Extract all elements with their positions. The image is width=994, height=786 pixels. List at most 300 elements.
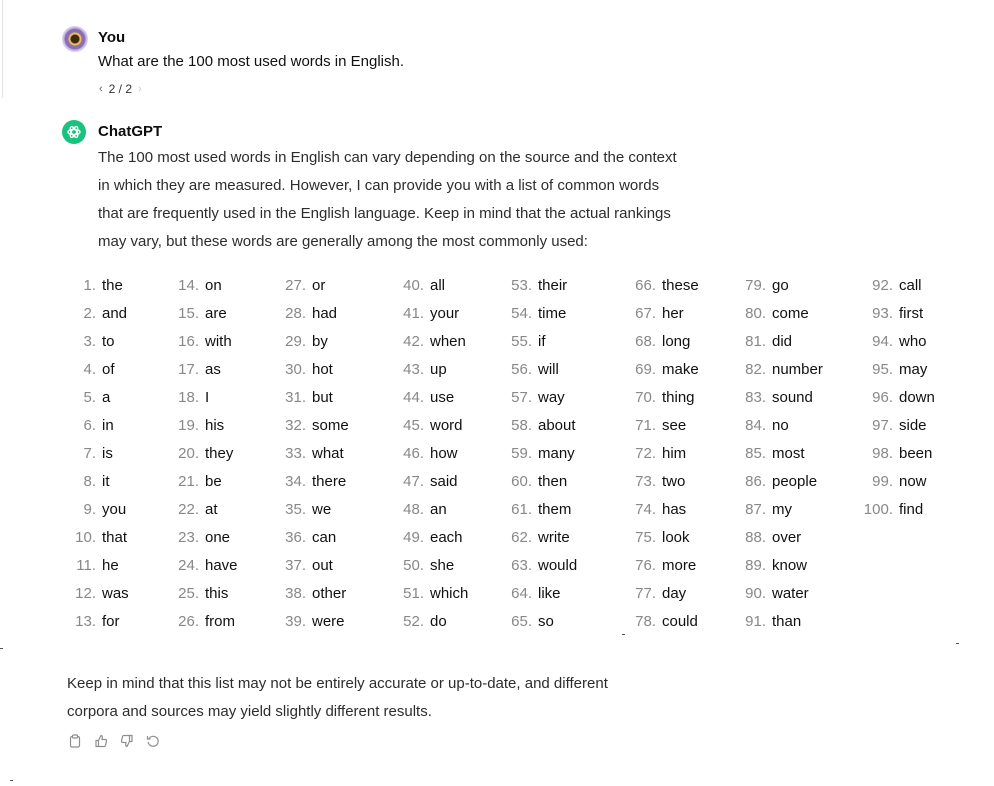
list-item-word: the — [102, 277, 123, 294]
user-message: What are the 100 most used words in English. — [98, 53, 404, 70]
list-item — [730, 440, 823, 468]
list-item — [390, 328, 468, 356]
list-item — [498, 496, 577, 524]
list-item-word: his — [205, 417, 225, 434]
list-item — [498, 328, 577, 356]
list-item — [498, 524, 577, 552]
list-item — [620, 300, 699, 328]
list-item-word: by — [312, 333, 328, 350]
assistant-name: ChatGPT — [98, 123, 163, 140]
list-item-word: these — [662, 277, 699, 294]
list-item — [163, 552, 238, 580]
stray-mark — [956, 643, 959, 644]
list-item — [498, 552, 577, 580]
list-item — [620, 384, 699, 412]
word-column — [620, 272, 699, 636]
list-item — [620, 524, 699, 552]
list-item-number: 13. — [75, 613, 96, 630]
list-item-word: use — [430, 389, 455, 406]
list-item-word: know — [772, 557, 808, 574]
list-item — [72, 440, 129, 468]
list-item — [498, 356, 577, 384]
list-item-word: sound — [772, 389, 813, 406]
list-item-word: may — [899, 361, 928, 378]
chevron-left-icon[interactable]: ‹ — [99, 83, 103, 95]
list-item-word: on — [205, 277, 222, 294]
list-item-number: 42. — [403, 333, 424, 350]
list-item-word: hot — [312, 361, 333, 378]
intro-line: The 100 most used words in English can vary depending on the source and the context — [98, 149, 677, 166]
list-item-word: long — [662, 333, 691, 350]
list-item — [498, 440, 577, 468]
list-item-number: 93. — [872, 305, 893, 322]
list-item-word: do — [430, 613, 447, 630]
list-item — [72, 580, 129, 608]
list-item-number: 22. — [178, 501, 199, 518]
list-item — [272, 524, 349, 552]
stray-mark — [10, 780, 13, 781]
list-item-word: was — [102, 585, 129, 602]
list-item — [853, 328, 935, 356]
list-item-number: 37. — [285, 557, 306, 574]
list-item-number: 12. — [75, 585, 96, 602]
list-item-number: 15. — [178, 305, 199, 322]
list-item — [72, 272, 129, 300]
list-item-number: 9. — [83, 501, 96, 518]
list-item — [72, 300, 129, 328]
list-item-word: more — [662, 557, 697, 574]
list-item-word: some — [312, 417, 349, 434]
list-item-word: number — [772, 361, 823, 378]
list-item-number: 77. — [635, 585, 656, 602]
list-item-number: 40. — [403, 277, 424, 294]
list-item-word: he — [102, 557, 119, 574]
list-item — [620, 552, 699, 580]
list-item-number: 67. — [635, 305, 656, 322]
list-item — [620, 356, 699, 384]
list-item-number: 57. — [511, 389, 532, 406]
list-item-number: 98. — [872, 445, 893, 462]
list-item-number: 49. — [403, 529, 424, 546]
list-item-word: they — [205, 445, 234, 462]
list-item-number: 65. — [511, 613, 532, 630]
list-item-word: I — [205, 389, 210, 406]
list-item-word: up — [430, 361, 447, 378]
list-item-word: when — [430, 333, 466, 350]
list-item — [163, 496, 238, 524]
list-item-number: 51. — [403, 585, 424, 602]
list-item-word: first — [899, 305, 924, 322]
list-item — [272, 440, 349, 468]
list-item — [390, 440, 468, 468]
list-item-word: come — [772, 305, 809, 322]
list-item-word: way — [538, 389, 565, 406]
list-item-number: 47. — [403, 473, 424, 490]
list-item — [390, 608, 468, 636]
list-item-word: other — [312, 585, 347, 602]
list-item-number: 89. — [745, 557, 766, 574]
list-item-number: 75. — [635, 529, 656, 546]
list-item — [163, 608, 238, 636]
list-item — [853, 356, 935, 384]
list-item — [390, 384, 468, 412]
list-item — [272, 608, 349, 636]
word-column — [163, 272, 238, 636]
list-item — [853, 384, 935, 412]
list-item-word: for — [102, 613, 120, 630]
list-item-word: we — [312, 501, 332, 518]
list-item-word: like — [538, 585, 561, 602]
list-item-word: your — [430, 305, 460, 322]
list-item-word: are — [205, 305, 227, 322]
list-item — [72, 356, 129, 384]
list-item-word: no — [772, 417, 789, 434]
word-column — [498, 272, 577, 636]
regenerate-icon[interactable] — [145, 733, 161, 749]
list-item — [730, 468, 823, 496]
list-item-word: and — [102, 305, 128, 322]
pager-count: 2 / 2 — [108, 82, 133, 96]
list-item-number: 39. — [285, 613, 306, 630]
list-item — [620, 440, 699, 468]
list-item-word: or — [312, 277, 326, 294]
list-item-word: down — [899, 389, 935, 406]
list-item-number: 48. — [403, 501, 424, 518]
list-item-number: 88. — [745, 529, 766, 546]
list-item-word: you — [102, 501, 127, 518]
list-item-word: it — [102, 473, 110, 490]
list-item-word: then — [538, 473, 568, 490]
list-item — [163, 272, 238, 300]
list-item-number: 62. — [511, 529, 532, 546]
list-item-word: if — [538, 333, 546, 350]
list-item-number: 95. — [872, 361, 893, 378]
list-item — [390, 300, 468, 328]
list-item-word: side — [899, 417, 927, 434]
list-item-number: 19. — [178, 417, 199, 434]
list-item — [730, 356, 823, 384]
list-item-number: 85. — [745, 445, 766, 462]
list-item — [853, 412, 935, 440]
list-item-number: 7. — [83, 445, 96, 462]
list-item-number: 5. — [83, 389, 96, 406]
list-item-word: this — [205, 585, 229, 602]
stray-mark — [622, 634, 625, 635]
list-item-number: 64. — [511, 585, 532, 602]
list-item — [730, 300, 823, 328]
list-item — [498, 300, 577, 328]
list-item-word: so — [538, 613, 554, 630]
list-item-number: 74. — [635, 501, 656, 518]
list-item — [730, 412, 823, 440]
list-item-word: write — [538, 529, 570, 546]
list-item-number: 44. — [403, 389, 424, 406]
list-item — [498, 608, 577, 636]
list-item-word: what — [312, 445, 344, 462]
list-item-number: 100. — [863, 501, 893, 518]
list-item — [620, 496, 699, 524]
list-item-word: word — [430, 417, 463, 434]
list-item-word: her — [662, 305, 684, 322]
list-item-number: 80. — [745, 305, 766, 322]
list-item-number: 58. — [511, 417, 532, 434]
intro-line: that are frequently used in the English language. Keep in mind that the actual rankings — [98, 205, 671, 222]
list-item-word: time — [538, 305, 567, 322]
thumbs-down-icon[interactable] — [119, 733, 135, 749]
list-item — [498, 412, 577, 440]
list-item-number: 90. — [745, 585, 766, 602]
list-item-word: their — [538, 277, 568, 294]
list-item-number: 23. — [178, 529, 199, 546]
list-item-number: 14. — [178, 277, 199, 294]
list-item-word: said — [430, 473, 458, 490]
list-item-word: one — [205, 529, 231, 546]
list-item-word: over — [772, 529, 802, 546]
list-item-number: 91. — [745, 613, 766, 630]
list-item-number: 70. — [635, 389, 656, 406]
list-item-number: 94. — [872, 333, 893, 350]
list-item — [730, 524, 823, 552]
list-item-number: 52. — [403, 613, 424, 630]
list-item-word: each — [430, 529, 463, 546]
list-item-number: 1. — [83, 277, 96, 294]
list-item-number: 96. — [872, 389, 893, 406]
chevron-right-icon[interactable]: › — [138, 83, 142, 95]
list-item-number: 10. — [75, 529, 96, 546]
list-item-word: to — [102, 333, 115, 350]
list-item-word: day — [662, 585, 687, 602]
list-item-number: 24. — [178, 557, 199, 574]
list-item-word: go — [772, 277, 789, 294]
list-item — [620, 580, 699, 608]
list-item-word: all — [430, 277, 446, 294]
list-item-number: 38. — [285, 585, 306, 602]
list-item-word: see — [662, 417, 687, 434]
list-item — [390, 356, 468, 384]
list-item-word: thing — [662, 389, 695, 406]
list-item-word: been — [899, 445, 933, 462]
list-item-word: but — [312, 389, 333, 406]
list-item-word: how — [430, 445, 458, 462]
list-item-number: 63. — [511, 557, 532, 574]
message-actions — [67, 733, 161, 749]
list-item-number: 21. — [178, 473, 199, 490]
list-item — [620, 608, 699, 636]
list-item-word: is — [102, 445, 113, 462]
list-item-number: 25. — [178, 585, 199, 602]
list-item-word: did — [772, 333, 793, 350]
list-item — [390, 272, 468, 300]
list-item — [272, 580, 349, 608]
list-item-word: had — [312, 305, 338, 322]
thumbs-up-icon[interactable] — [93, 733, 109, 749]
list-item-word: would — [538, 557, 578, 574]
thread-divider — [2, 0, 3, 98]
list-item — [72, 496, 129, 524]
list-item-number: 78. — [635, 613, 656, 630]
list-item-number: 92. — [872, 277, 893, 294]
list-item-word: people — [772, 473, 818, 490]
list-item-word: have — [205, 557, 238, 574]
list-item — [272, 384, 349, 412]
list-item-number: 53. — [511, 277, 532, 294]
list-item-word: there — [312, 473, 347, 490]
list-item-number: 81. — [745, 333, 766, 350]
assistant-footer — [67, 670, 707, 726]
list-item-number: 6. — [83, 417, 96, 434]
list-item-number: 31. — [285, 389, 306, 406]
list-item — [853, 440, 935, 468]
list-item-word: will — [538, 361, 559, 378]
list-item — [730, 580, 823, 608]
list-item-number: 50. — [403, 557, 424, 574]
list-item — [390, 468, 468, 496]
list-item — [730, 552, 823, 580]
list-item-number: 28. — [285, 305, 306, 322]
list-item — [272, 496, 349, 524]
list-item-number: 26. — [178, 613, 199, 630]
list-item — [272, 272, 349, 300]
list-item-number: 29. — [285, 333, 306, 350]
list-item — [390, 580, 468, 608]
list-item-word: as — [205, 361, 221, 378]
list-item-word: most — [772, 445, 805, 462]
list-item — [72, 468, 129, 496]
list-item — [620, 468, 699, 496]
list-item — [272, 468, 349, 496]
list-item-word: can — [312, 529, 337, 546]
list-item-word: she — [430, 557, 455, 574]
list-item-number: 68. — [635, 333, 656, 350]
list-item-word: than — [772, 613, 802, 630]
list-item-word: a — [102, 389, 111, 406]
list-item-number: 72. — [635, 445, 656, 462]
list-item — [853, 468, 935, 496]
list-item — [853, 272, 935, 300]
list-item-word: an — [430, 501, 447, 518]
list-item-word: were — [312, 613, 345, 630]
list-item-number: 30. — [285, 361, 306, 378]
list-item-word: water — [772, 585, 809, 602]
list-item-number: 16. — [178, 333, 199, 350]
list-item-number: 3. — [83, 333, 96, 350]
list-item-number: 61. — [511, 501, 532, 518]
list-item — [163, 580, 238, 608]
list-item — [498, 384, 577, 412]
list-item — [498, 468, 577, 496]
list-item-word: look — [662, 529, 690, 546]
list-item-number: 8. — [83, 473, 96, 490]
list-item-number: 55. — [511, 333, 532, 350]
list-item-number: 45. — [403, 417, 424, 434]
list-item-number: 76. — [635, 557, 656, 574]
list-item-number: 41. — [403, 305, 424, 322]
list-item-word: be — [205, 473, 222, 490]
list-item — [163, 300, 238, 328]
list-item — [272, 412, 349, 440]
list-item — [72, 328, 129, 356]
chatgpt-logo-icon — [62, 120, 86, 144]
list-item-number: 46. — [403, 445, 424, 462]
list-item-number: 82. — [745, 361, 766, 378]
list-item-number: 60. — [511, 473, 532, 490]
list-item-word: two — [662, 473, 686, 490]
word-column — [72, 272, 129, 636]
list-item — [72, 608, 129, 636]
list-item — [620, 412, 699, 440]
list-item-number: 66. — [635, 277, 656, 294]
word-column — [730, 272, 823, 636]
user-name: You — [98, 29, 126, 46]
list-item — [163, 356, 238, 384]
list-item — [730, 384, 823, 412]
list-item — [272, 328, 349, 356]
list-item-word: in — [102, 417, 114, 434]
list-item — [498, 272, 577, 300]
list-item-word: could — [662, 613, 698, 630]
list-item-word: many — [538, 445, 575, 462]
list-item-number: 18. — [178, 389, 199, 406]
list-item-number: 73. — [635, 473, 656, 490]
list-item — [272, 552, 349, 580]
list-item — [390, 412, 468, 440]
list-item — [163, 412, 238, 440]
list-item-word: now — [899, 473, 927, 490]
clipboard-icon[interactable] — [67, 733, 83, 749]
user-avatar — [62, 26, 88, 52]
list-item — [620, 328, 699, 356]
list-item-word: has — [662, 501, 687, 518]
list-item-word: who — [899, 333, 927, 350]
list-item-number: 17. — [178, 361, 199, 378]
list-item-number: 35. — [285, 501, 306, 518]
list-item — [390, 524, 468, 552]
list-item-number: 87. — [745, 501, 766, 518]
list-item-word: call — [899, 277, 922, 294]
footer-line: Keep in mind that this list may not be entirely accurate or up-to-date, and different — [67, 675, 608, 692]
list-item-number: 71. — [635, 417, 656, 434]
list-item-number: 83. — [745, 389, 766, 406]
response-pager — [99, 82, 142, 96]
list-item — [730, 608, 823, 636]
list-item-number: 20. — [178, 445, 199, 462]
intro-line: may vary, but these words are generally among the most commonly used: — [98, 233, 588, 250]
word-column — [853, 272, 935, 524]
list-item-number: 69. — [635, 361, 656, 378]
list-item-number: 11. — [76, 557, 96, 574]
list-item — [390, 552, 468, 580]
list-item — [72, 412, 129, 440]
list-item — [72, 524, 129, 552]
list-item-number: 97. — [872, 417, 893, 434]
list-item — [390, 496, 468, 524]
assistant-intro — [98, 144, 728, 256]
footer-line: corpora and sources may yield slightly different results. — [67, 703, 432, 720]
list-item-number: 99. — [872, 473, 893, 490]
list-item — [730, 328, 823, 356]
list-item-number: 56. — [511, 361, 532, 378]
list-item-word: make — [662, 361, 699, 378]
list-item-word: from — [205, 613, 235, 630]
list-item — [163, 468, 238, 496]
list-item-number: 33. — [285, 445, 306, 462]
stray-mark — [0, 648, 3, 649]
list-item-number: 79. — [745, 277, 766, 294]
word-column — [272, 272, 349, 636]
list-item-word: them — [538, 501, 572, 518]
list-item-word: my — [772, 501, 792, 518]
list-item-number: 36. — [285, 529, 306, 546]
